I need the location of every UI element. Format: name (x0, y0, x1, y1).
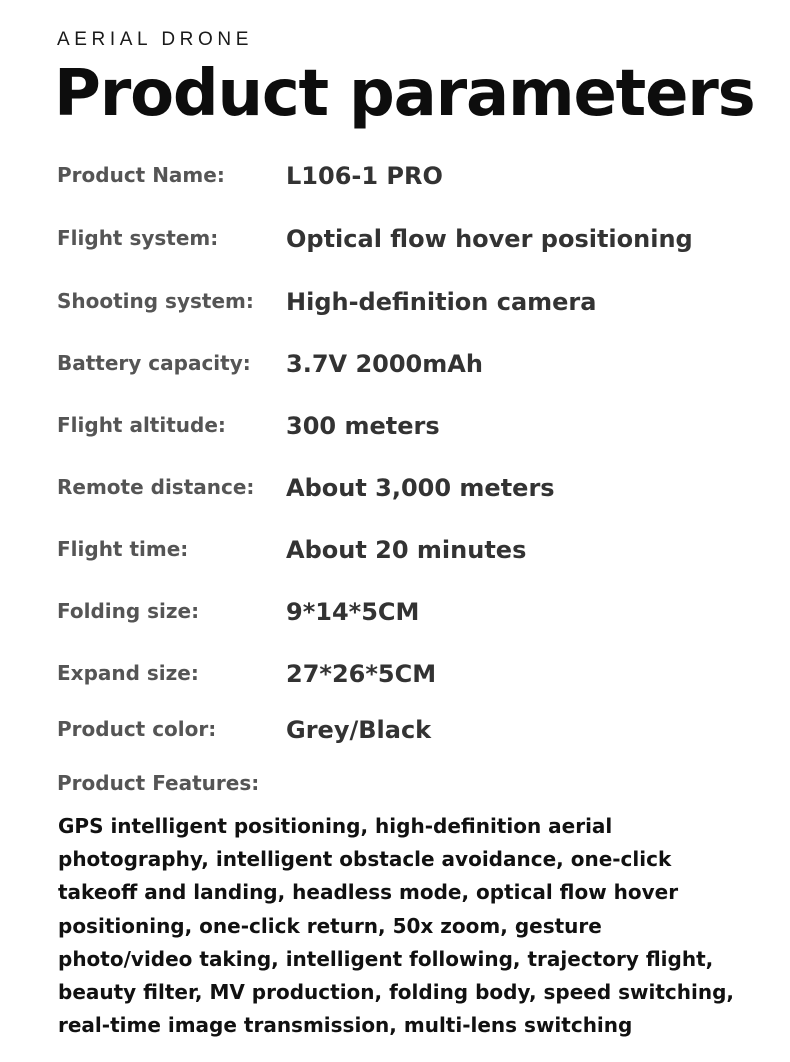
features-line: photo/video taking, intelligent following, trajectory flight, (58, 946, 714, 971)
parameter-row-folding-size (0, 599, 790, 639)
parameter-value: Optical flow hover positioning (286, 225, 693, 253)
parameter-value: High-definition camera (286, 288, 597, 316)
parameter-value: 9*14*5CM (286, 598, 420, 626)
features-line: GPS intelligent positioning, high-definition aerial (58, 814, 613, 838)
page-title: Product parameters (54, 57, 755, 131)
parameter-value: About 3,000 meters (286, 474, 555, 502)
parameter-row-shooting-system (0, 289, 790, 329)
parameter-row-flight-altitude (0, 413, 790, 453)
features-line: photography, intelligent obstacle avoidance, one-click (58, 847, 672, 872)
parameter-value: 3.7V 2000mAh (286, 350, 483, 378)
features-heading: Product Features: (57, 771, 260, 795)
features-line: beauty filter, MV production, folding body, speed switching, (58, 980, 735, 1005)
parameter-value: About 20 minutes (286, 536, 527, 564)
features-paragraph (58, 810, 758, 1042)
parameter-value: L106-1 PRO (286, 162, 443, 190)
parameter-value: 300 meters (286, 412, 440, 440)
features-line: real-time image transmission, multi-lens switching (58, 1013, 633, 1038)
parameter-label: Flight system: (57, 226, 219, 250)
eyebrow-text: AERIAL DRONE (57, 29, 253, 50)
parameter-label: Remote distance: (57, 475, 255, 499)
parameter-row-flight-time (0, 537, 790, 577)
parameter-label: Shooting system: (57, 289, 254, 313)
parameter-label: Flight time: (57, 537, 189, 561)
parameter-row-battery-capacity (0, 351, 790, 391)
parameter-label: Folding size: (57, 599, 200, 623)
parameter-label: Expand size: (57, 661, 199, 685)
parameter-label: Battery capacity: (57, 351, 251, 375)
features-line: positioning, one-click return, 50x zoom, gesture (58, 913, 602, 938)
parameter-label: Product Name: (57, 163, 225, 187)
features-line: takeoff and landing, headless mode, optical flow hover (58, 880, 679, 905)
parameter-value: 27*26*5CM (286, 660, 437, 688)
parameter-label: Product color: (57, 717, 217, 741)
parameter-label: Flight altitude: (57, 413, 226, 437)
parameter-row-expand-size (0, 661, 790, 701)
parameter-row-product-color (0, 717, 790, 757)
parameter-value: Grey/Black (286, 716, 432, 744)
parameter-row-remote-distance (0, 475, 790, 515)
parameter-row-flight-system (0, 226, 790, 266)
parameter-row-product-name (0, 163, 790, 203)
